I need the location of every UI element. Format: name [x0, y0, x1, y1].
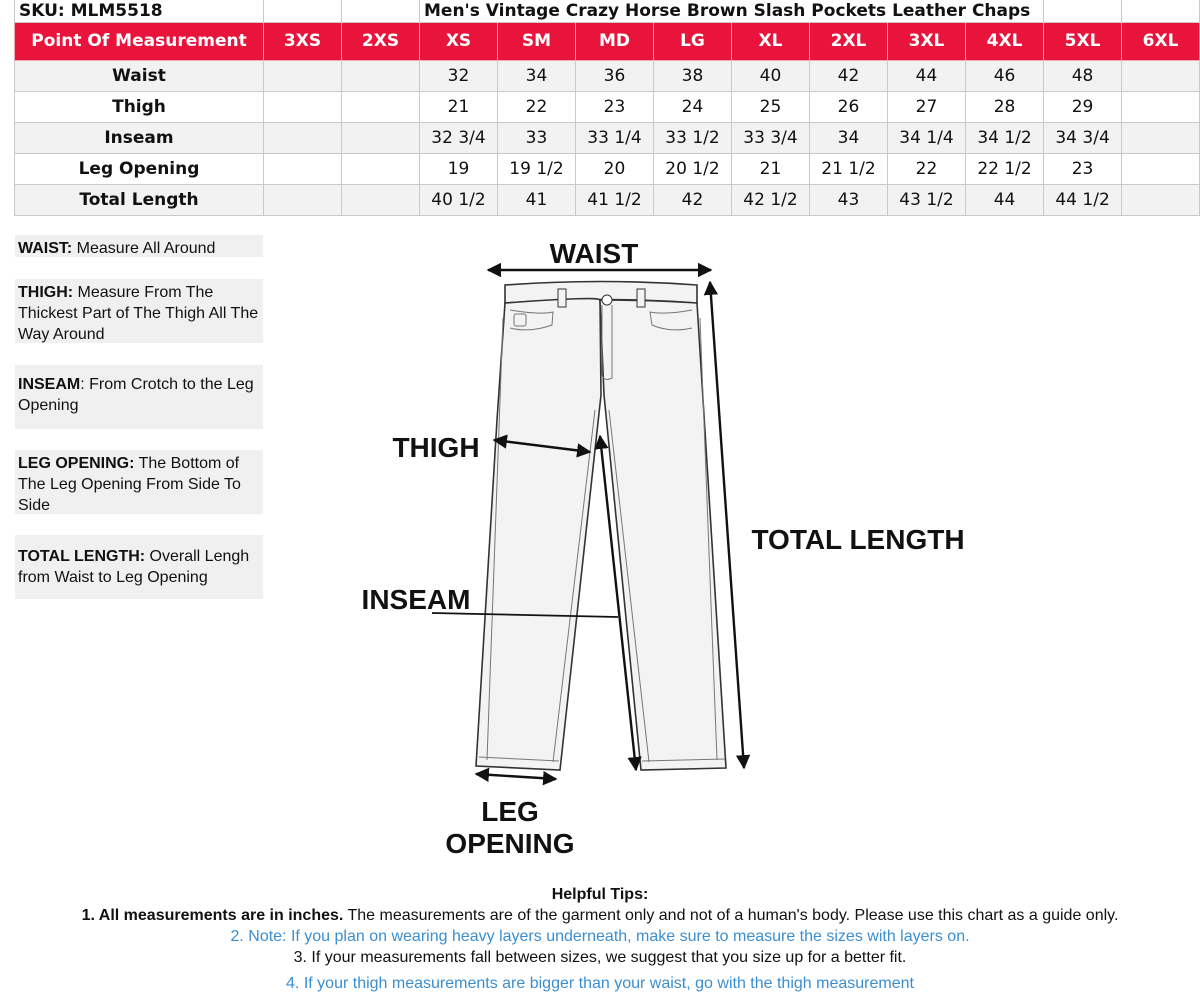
table-cell: 34 1/2 — [966, 122, 1044, 153]
table-cell: 21 1/2 — [810, 153, 888, 184]
table-cell: 40 1/2 — [420, 184, 498, 215]
table-cell: 34 3/4 — [1044, 122, 1122, 153]
table-cell: 33 3/4 — [732, 122, 810, 153]
definition-text: The Bottom of The Leg Opening From Side To Side — [18, 455, 241, 514]
size-header: 2XL — [810, 22, 888, 60]
table-cell: 33 1/2 — [654, 122, 732, 153]
table-cell: 32 — [420, 60, 498, 91]
table-cell: 34 — [810, 122, 888, 153]
size-header: XL — [732, 22, 810, 60]
table-cell: 41 1/2 — [576, 184, 654, 215]
label-inseam: INSEAM — [361, 584, 471, 615]
table-cell: 44 — [966, 184, 1044, 215]
table-cell: 38 — [654, 60, 732, 91]
definition-term: LEG OPENING: — [18, 455, 135, 472]
table-cell: 21 — [420, 91, 498, 122]
definition-text: Measure All Around — [72, 240, 216, 257]
table-cell: 21 — [732, 153, 810, 184]
size-header: 4XL — [966, 22, 1044, 60]
size-header: 3XS — [264, 22, 342, 60]
table-cell: 43 — [810, 184, 888, 215]
table-cell: 20 — [576, 153, 654, 184]
table-cell: 44 — [888, 60, 966, 91]
table-cell: 42 — [654, 184, 732, 215]
definition-term: INSEAM — [18, 376, 81, 393]
table-cell: 29 — [1044, 91, 1122, 122]
tips-heading: Helpful Tips: — [551, 886, 649, 903]
label-waist: WAIST — [549, 238, 639, 269]
definition-text: : From Crotch to the Leg Opening — [18, 376, 254, 414]
definition-term: TOTAL LENGTH: — [18, 548, 146, 565]
label-thigh: THIGH — [392, 432, 480, 463]
label-leg-opening-line2: OPENING — [445, 828, 575, 859]
tip-3: 3. If your measurements fall between sizes, we suggest that you size up for a better fit. — [293, 949, 907, 966]
table-cell: 25 — [732, 91, 810, 122]
product-title: Men's Vintage Crazy Horse Brown Slash Pockets Leather Chaps — [420, 0, 1044, 22]
table-cell: 28 — [966, 91, 1044, 122]
table-cell: 22 — [498, 91, 576, 122]
tip-2: 2. Note: If you plan on wearing heavy layers underneath, make sure to measure the sizes with layers on. — [230, 928, 970, 945]
table-cell: 42 1/2 — [732, 184, 810, 215]
table-cell: 23 — [1044, 153, 1122, 184]
tip-4: 4. If your thigh measurements are bigger than your waist, go with the thigh measurement — [286, 975, 914, 992]
definition-text: Overall Lengh from Waist to Leg Opening — [18, 548, 250, 586]
table-cell: 40 — [732, 60, 810, 91]
size-header: 6XL — [1122, 22, 1200, 60]
tip-1-bold: 1. All measurements are in inches. — [81, 907, 344, 924]
size-header: 5XL — [1044, 22, 1122, 60]
table-cell: 41 — [498, 184, 576, 215]
table-cell: 27 — [888, 91, 966, 122]
table-cell: 19 — [420, 153, 498, 184]
table-cell: 36 — [576, 60, 654, 91]
table-cell: 20 1/2 — [654, 153, 732, 184]
size-header: LG — [654, 22, 732, 60]
size-header: SM — [498, 22, 576, 60]
tips-section — [0, 884, 1200, 994]
size-header: XS — [420, 22, 498, 60]
table-cell: 34 — [498, 60, 576, 91]
tip-1-text: The measurements are of the garment only and not of a human's body. Please use this chart as a guide only. — [343, 907, 1119, 924]
table-cell: 32 3/4 — [420, 122, 498, 153]
pom-header: Point Of Measurement — [15, 22, 264, 60]
row-label: Inseam — [15, 122, 264, 153]
label-leg-opening — [440, 796, 580, 860]
table-cell: 46 — [966, 60, 1044, 91]
size-header: 3XL — [888, 22, 966, 60]
table-cell: 23 — [576, 91, 654, 122]
table-cell: 22 — [888, 153, 966, 184]
row-label: Waist — [15, 60, 264, 91]
label-leg-opening-line1: LEG — [481, 796, 539, 827]
definition-term: WAIST: — [18, 240, 73, 257]
table-cell: 19 1/2 — [498, 153, 576, 184]
row-label: Total Length — [15, 184, 264, 215]
row-label: Leg Opening — [15, 153, 264, 184]
size-header: MD — [576, 22, 654, 60]
definition-text: Measure From The Thickest Part of The Thigh All The Way Around — [18, 284, 259, 343]
tip-1 — [0, 905, 1200, 926]
table-cell: 34 1/4 — [888, 122, 966, 153]
leg-opening-arrow — [476, 774, 556, 779]
row-label: Thigh — [15, 91, 264, 122]
table-cell: 44 1/2 — [1044, 184, 1122, 215]
table-cell: 43 1/2 — [888, 184, 966, 215]
table-cell: 33 1/4 — [576, 122, 654, 153]
table-cell: 33 — [498, 122, 576, 153]
table-cell: 26 — [810, 91, 888, 122]
table-cell: 48 — [1044, 60, 1122, 91]
sku-label: SKU: MLM5518 — [15, 0, 264, 22]
label-total-length: TOTAL LENGTH — [751, 524, 965, 555]
pants-outline — [476, 282, 726, 771]
table-cell: 42 — [810, 60, 888, 91]
table-cell: 24 — [654, 91, 732, 122]
table-cell: 22 1/2 — [966, 153, 1044, 184]
definition-term: THIGH: — [18, 284, 74, 301]
size-header: 2XS — [342, 22, 420, 60]
